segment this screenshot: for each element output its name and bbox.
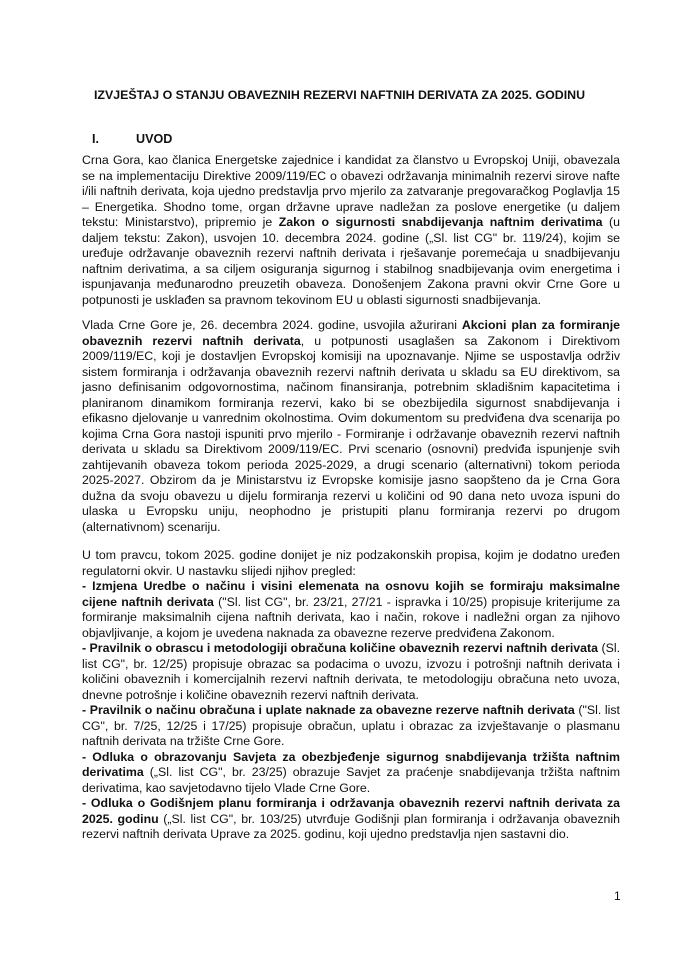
text-segment: Vlada Crne Gore je, 26. decembra 2024. godine, usvojila ažurirani [82,318,462,332]
intro-paragraph-1 [82,153,620,308]
text-segment: ("Sl. list CG", br. 23/21, 27/21 - ispravka i 10/25) propisuje kriterijume za formiranje maksimalnih cijena naftnih derivata, kao i način, rokove i nadležni organ za njihovo objavljivanje, a kojom je uvedena naknada za obavezne rezerve predviđena Zakonom. [82,594,620,640]
text-segment: („Sl. list CG", br. 23/25) obrazuje Savjet za praćenje snabdijevanja tržišta naftnim derivatima, kao savjetodavno tijelo Vlade Crne Gore. [82,765,620,795]
text-segment: , u potpunosti usaglašen sa Zakonom i Direktivom 2009/119/EC, koji je dostavljen Evropskoj komisiji na upoznavanje. Njime se uspostavlja održiv sistem formiranja i održavanja obaveznih rezervi naftnih derivata u skladu sa EU direktivom, sa jasno definisanim odgovornostima, načinom finansiranja, potrebnim skladišnim kapacitetima i planiranom dinamikom formiranja rezervi, kako bi se obezbijedila sigurnost snabdijevanja i efikasno djelovanje u vanrednim okolnostima. Ovim dokumentom su predviđena dva scenarija po kojima Crna Gora nastoji ispuniti prvo mjerilo - Formiranje i održavanje obaveznih rezervi naftnih derivata u skladu sa Direktivom 2009/119/EC. Prvi scenario (osnovni) predviđa ispunjenje svih zahtijevanih obaveza tokom perioda 2025-2029, a drugi scenario (alternativni) tokom perioda 2025-2027. Obzirom da je Ministarstvu iz Evropske komisije jasno saopšteno da je Crna Gora dužna da svoju obavezu u dijelu formiranja rezervi u količini od 90 dana neto uvoza ispuni do ulaska u Evropsku uniju, neophodno je pristupiti planu formiranja rezervi po drugom (alternativnom) scenariju. [82,333,620,534]
bold-reference: - Odluka o Godišnjem planu formiranja i održavanja obaveznih rezervi naftnih derivata za 2025. godinu [82,796,620,826]
list-item [82,796,620,843]
page-number: 1 [614,889,621,903]
bold-reference: - Izmjena Uredbe o načinu i visini elemenata na osnovu kojih se formiraju maksimalne cijene naftnih derivata [82,579,620,609]
bold-reference: - Pravilnik o obrascu i metodologiji obračuna količine obaveznih rezervi naftnih derivata [82,641,599,655]
list-item [82,750,620,797]
list-item [82,579,620,641]
section-title: UVOD [136,132,173,146]
bold-reference: Akcioni plan za formiranje obaveznih rezervi naftnih derivata [82,318,620,348]
text-segment: Crna Gora, kao članica Energetske zajednice i kandidat za članstvo u Evropskoj Uniji, obavezala se na implementaciju Direktive 2009/119/EC o obavezi održavanja minimalnih rezervi sirove nafte i/ili naftnih derivata, koja ujedno predstavlja prvo mjerilo za zatvaranje pregovaračkog Poglavlja 15 – Energetika. Shodno tome, organ državne uprave nadležan za poslove energetike (u daljem tekstu: Ministarstvo), pripremio je [82,153,620,229]
intro-paragraph-2 [82,318,620,535]
list-item [82,703,620,750]
regulations-list [82,548,620,843]
paragraph-text [82,153,620,308]
text-segment: („Sl. list CG", br. 103/25) utvrđuje Godišnji plan formiranja i održavanja obaveznih rezervi naftnih derivata Uprave za 2025. godinu, koji ujedno predstavlja njen sastavni dio. [82,811,620,841]
text-segment: ("Sl. list CG", br. 7/25, 12/25 i 17/25) propisuje obračun, uplatu i obrazac za izvještavanje o plasmanu naftnih derivata na tržište Crne Gore. [82,703,620,748]
bold-reference: - Pravilnik o načinu obračuna i uplate naknade za obavezne rezerve naftnih derivata [82,703,575,717]
list-item [82,641,620,703]
text-segment: (u daljem tekstu: Zakon), usvojen 10. decembra 2024. godine („Sl. list CG" br. 119/24), kojim se uređuje održavanje obaveznih rezervi naftnih derivata i rješavanje poremećaja u snadbijevanju naftnim derivatima, a sa ciljem osiguranja sigurnog i stabilnog snadbijevanja ovim energetima i ispunjavanja međunarodno preuzetih obaveza. Donošenjem Zakona pravni okvir Crne Gore u potpunosti je usklađen sa pravnom tekovinom EU u oblasti sigurnosti snadbijevanja. [82,215,620,307]
document-title: IZVJEŠTAJ O STANJU OBAVEZNIH REZERVI NAFTNIH DERIVATA ZA 2025. GODINU [93,88,586,102]
paragraph-text [82,318,620,535]
bold-reference: Zakon o sigurnosti snabdijevanja naftnim derivatima [278,215,603,229]
paragraph-text [82,548,620,579]
text-segment: (Sl. list CG", br. 12/25) propisuje obrazac sa podacima o uvozu, izvozu i potrošnji naftnih derivata i količini obaveznih i komercijalnih rezervi naftnih derivata, te metodologiju obračuna neto uvoza, dnevne potrošnje i količine obaveznih rezervi naftnih derivata. [82,641,620,702]
section-heading [92,132,172,146]
text-segment: U tom pravcu, tokom 2025. godine donijet je niz podzakonskih propisa, kojim je dodatno uređen regulatorni okvir. U nastavku slijedi njihov pregled: [82,548,620,578]
bold-reference: - Odluka o obrazovanju Savjeta za obezbjeđenje sigurnog snabdijevanja tržišta naftnim derivatima [82,749,620,779]
section-number: I. [92,132,99,146]
